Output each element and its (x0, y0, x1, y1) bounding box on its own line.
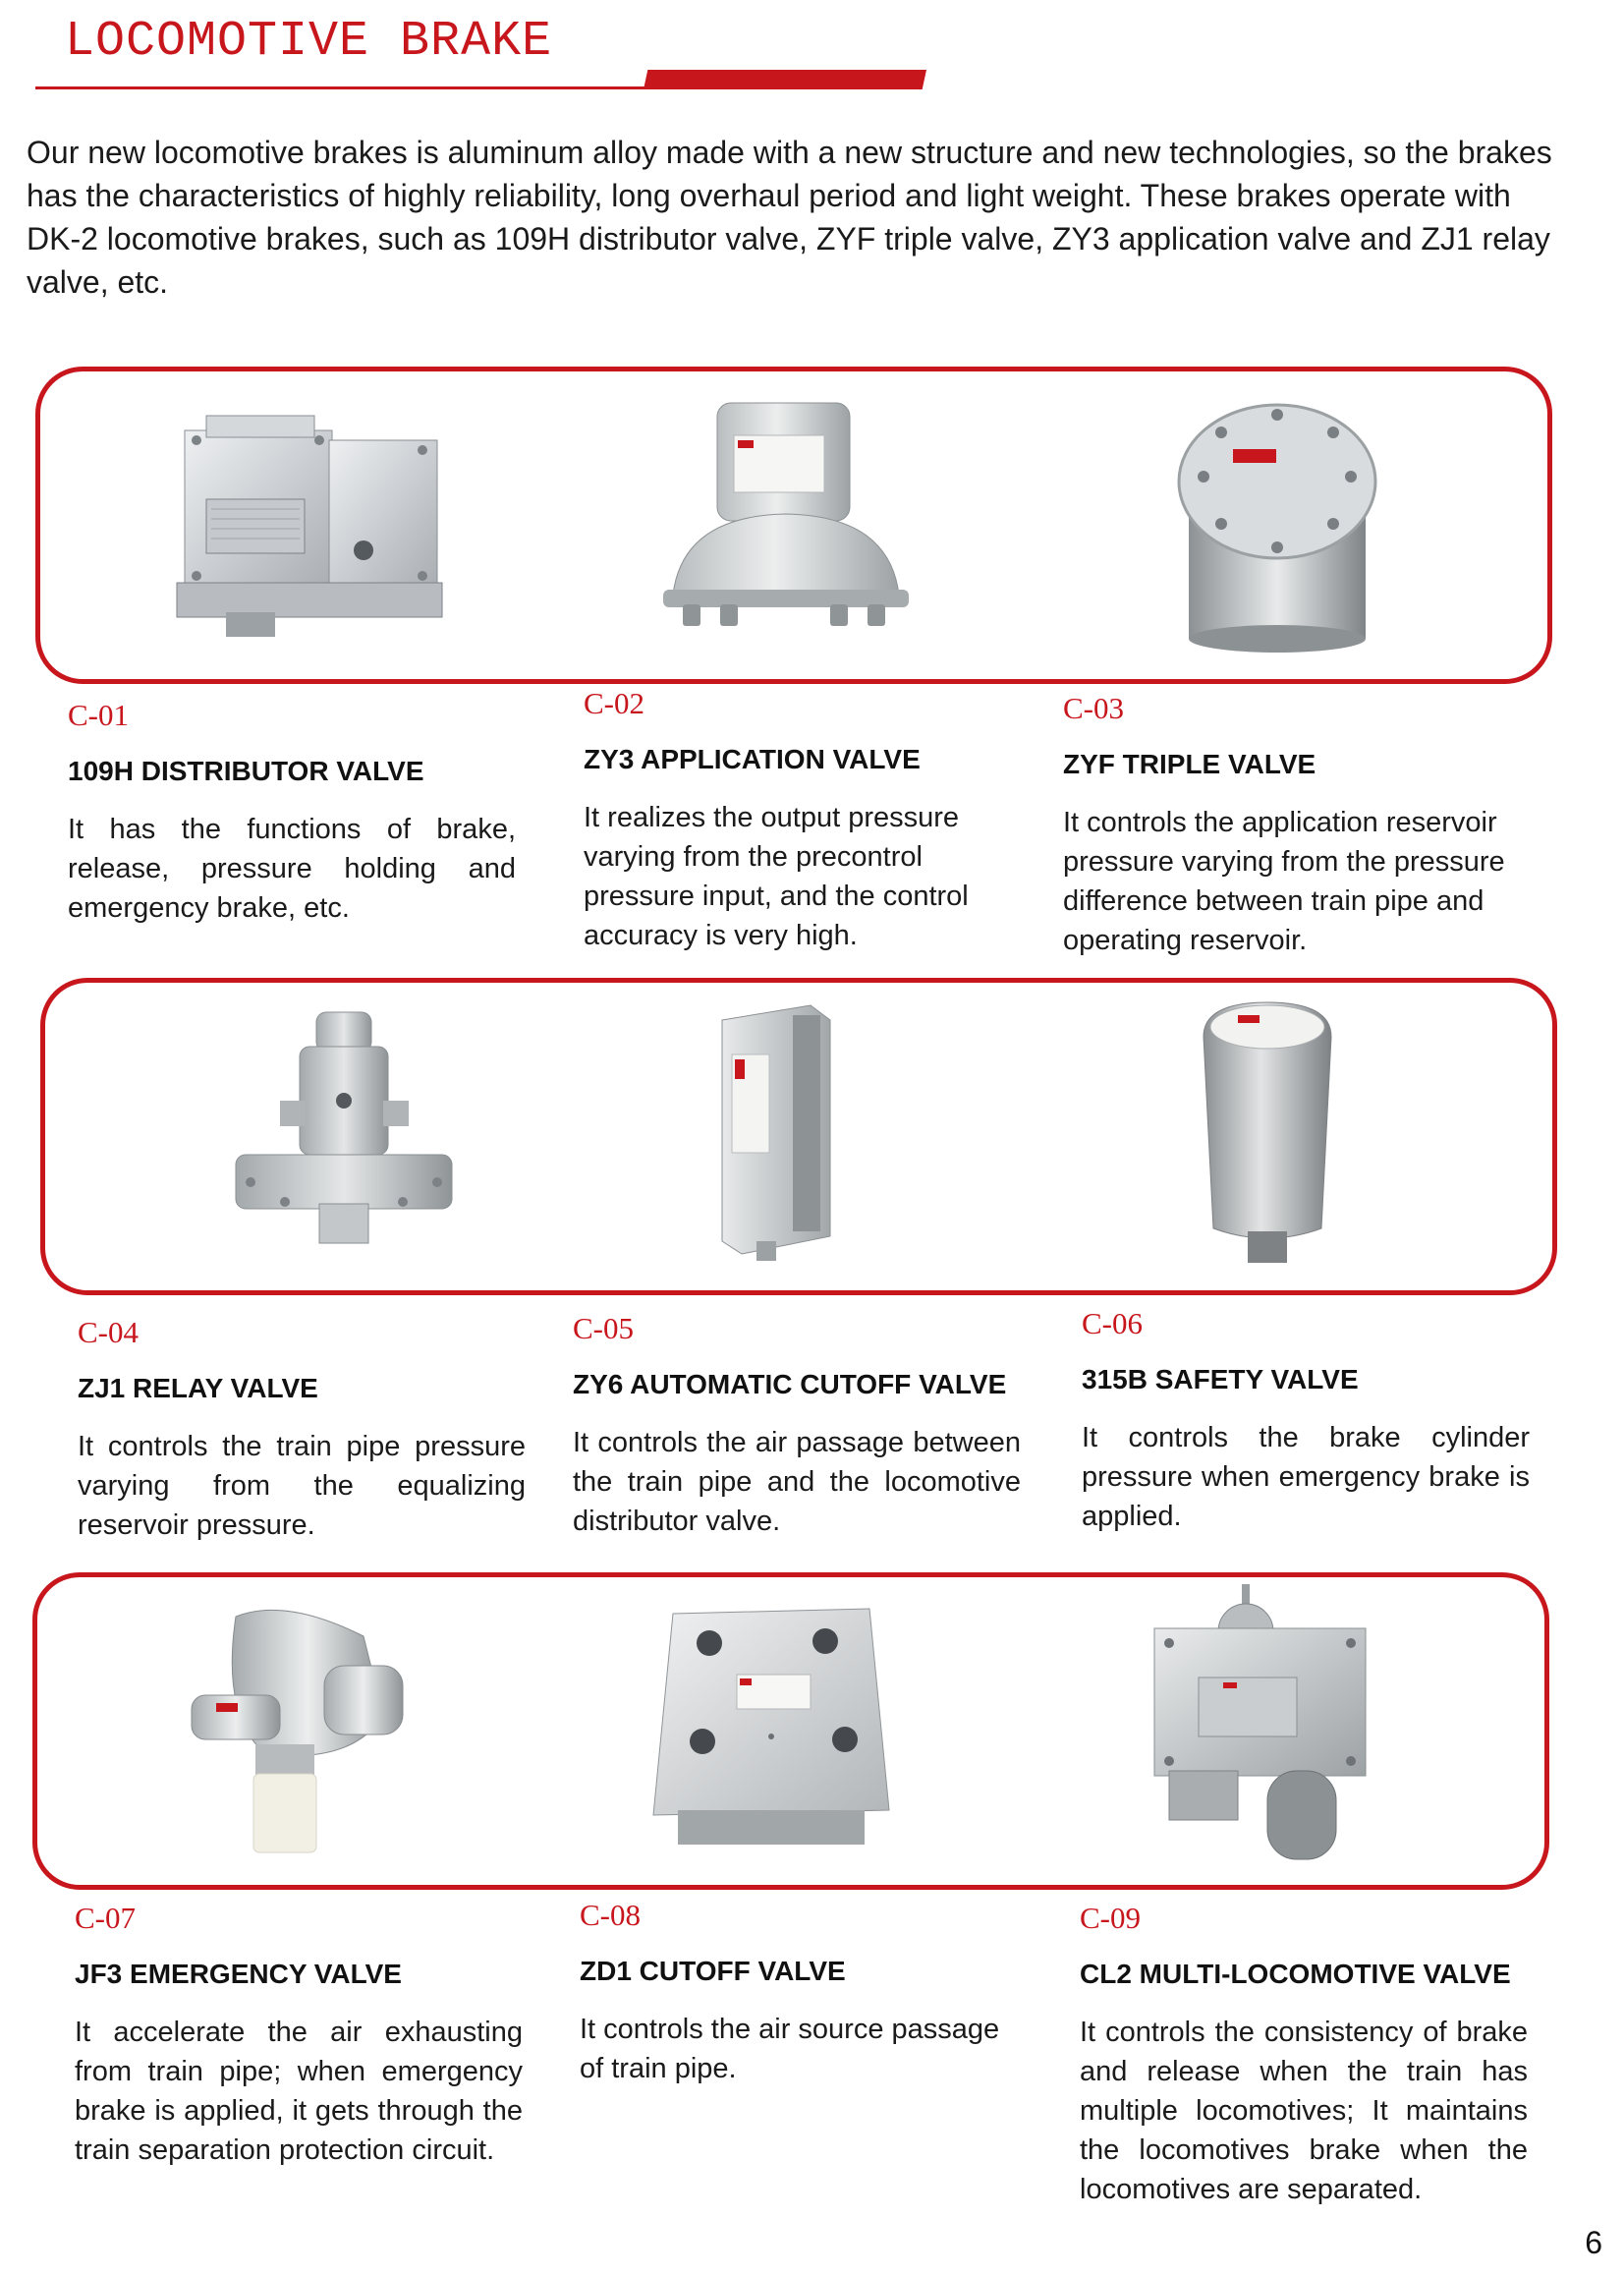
emergency-valve-photo (177, 1597, 432, 1862)
product-description: It controls the brake cylinder pressure when emergency brake is applied. (1082, 1422, 1530, 1532)
product-card-c05 (573, 1311, 1021, 1541)
product-name: 109H DISTRIBUTOR VALVE (68, 756, 424, 786)
product-code: C-02 (584, 686, 644, 720)
automatic-cutoff-valve-photo (702, 1000, 850, 1266)
product-name: 315B SAFETY VALVE (1082, 1364, 1359, 1394)
product-name: CL2 MULTI-LOCOMOTIVE VALVE (1080, 1959, 1511, 1989)
product-code: C-04 (78, 1315, 139, 1349)
product-code: C-01 (68, 698, 129, 732)
multi-locomotive-valve-photo (1140, 1584, 1385, 1869)
product-code: C-07 (75, 1901, 136, 1935)
distributor-valve-photo (167, 411, 452, 647)
product-description: It accelerate the air exhausting from train pipe; when emergency brake is applied, it gets through the train separation protection circuit. (75, 2017, 523, 2166)
product-name: ZY3 APPLICATION VALVE (584, 744, 921, 774)
product-card-c03 (1063, 691, 1511, 960)
product-name: ZJ1 RELAY VALVE (78, 1373, 318, 1403)
relay-valve-photo (226, 1007, 462, 1258)
product-card-c06 (1082, 1306, 1530, 1536)
product-card-c04 (78, 1315, 526, 1545)
product-name: ZD1 CUTOFF VALVE (580, 1956, 846, 1986)
product-card-c01 (68, 698, 516, 928)
product-description: It controls the air source passage of train pipe. (580, 2014, 1000, 2084)
product-code: C-06 (1082, 1306, 1143, 1340)
product-card-c08 (580, 1898, 1028, 2088)
product-card-c09 (1080, 1901, 1528, 2209)
safety-valve-photo (1184, 997, 1351, 1273)
product-description: It realizes the output pressure varying from the precontrol pressure input, and the control accuracy is very high. (584, 802, 969, 951)
product-code: C-03 (1063, 691, 1124, 725)
product-card-c07 (75, 1901, 523, 2170)
product-description: It controls the consistency of brake and release when the train has multiple locomotives; It maintains the locomotives brake when the locomotives are separated. (1080, 2017, 1528, 2205)
product-description: It controls the application reservoir pressure varying from the pressure difference between train pipe and operating reservoir. (1063, 807, 1505, 956)
title-underline (35, 86, 644, 89)
product-code: C-08 (580, 1898, 641, 1932)
product-name: JF3 EMERGENCY VALVE (75, 1959, 402, 1989)
product-description: It controls the air passage between the train pipe and the locomotive distributor valve. (573, 1427, 1021, 1537)
triple-valve-photo (1164, 398, 1390, 654)
cutoff-valve-photo (648, 1604, 894, 1859)
intro-paragraph: Our new locomotive brakes is aluminum alloy made with a new structure and new technologies, so the brakes has the characteristics of highly reliability, long overhaul period and light weight. These brakes operate with DK-2 locomotive brakes, such as 109H distributor valve, ZYF triple valve, ZY3 application valve and ZJ1 relay valve, etc. (27, 135, 1552, 300)
application-valve-photo (644, 398, 928, 639)
product-description: It controls the train pipe pressure varying from the equalizing reservoir pressure. (78, 1431, 526, 1541)
product-code: C-09 (1080, 1901, 1141, 1935)
page-title: LOCOMOTIVE BRAKE (65, 14, 553, 70)
product-card-c02 (584, 686, 1032, 955)
product-name: ZYF TRIPLE VALVE (1063, 749, 1316, 779)
product-name: ZY6 AUTOMATIC CUTOFF VALVE (573, 1369, 1007, 1399)
product-code: C-05 (573, 1311, 634, 1345)
title-accent-bar (644, 70, 926, 89)
page-number: 6 (1585, 2225, 1602, 2260)
product-description: It has the functions of brake, release, pressure holding and emergency brake, etc. (68, 814, 516, 924)
